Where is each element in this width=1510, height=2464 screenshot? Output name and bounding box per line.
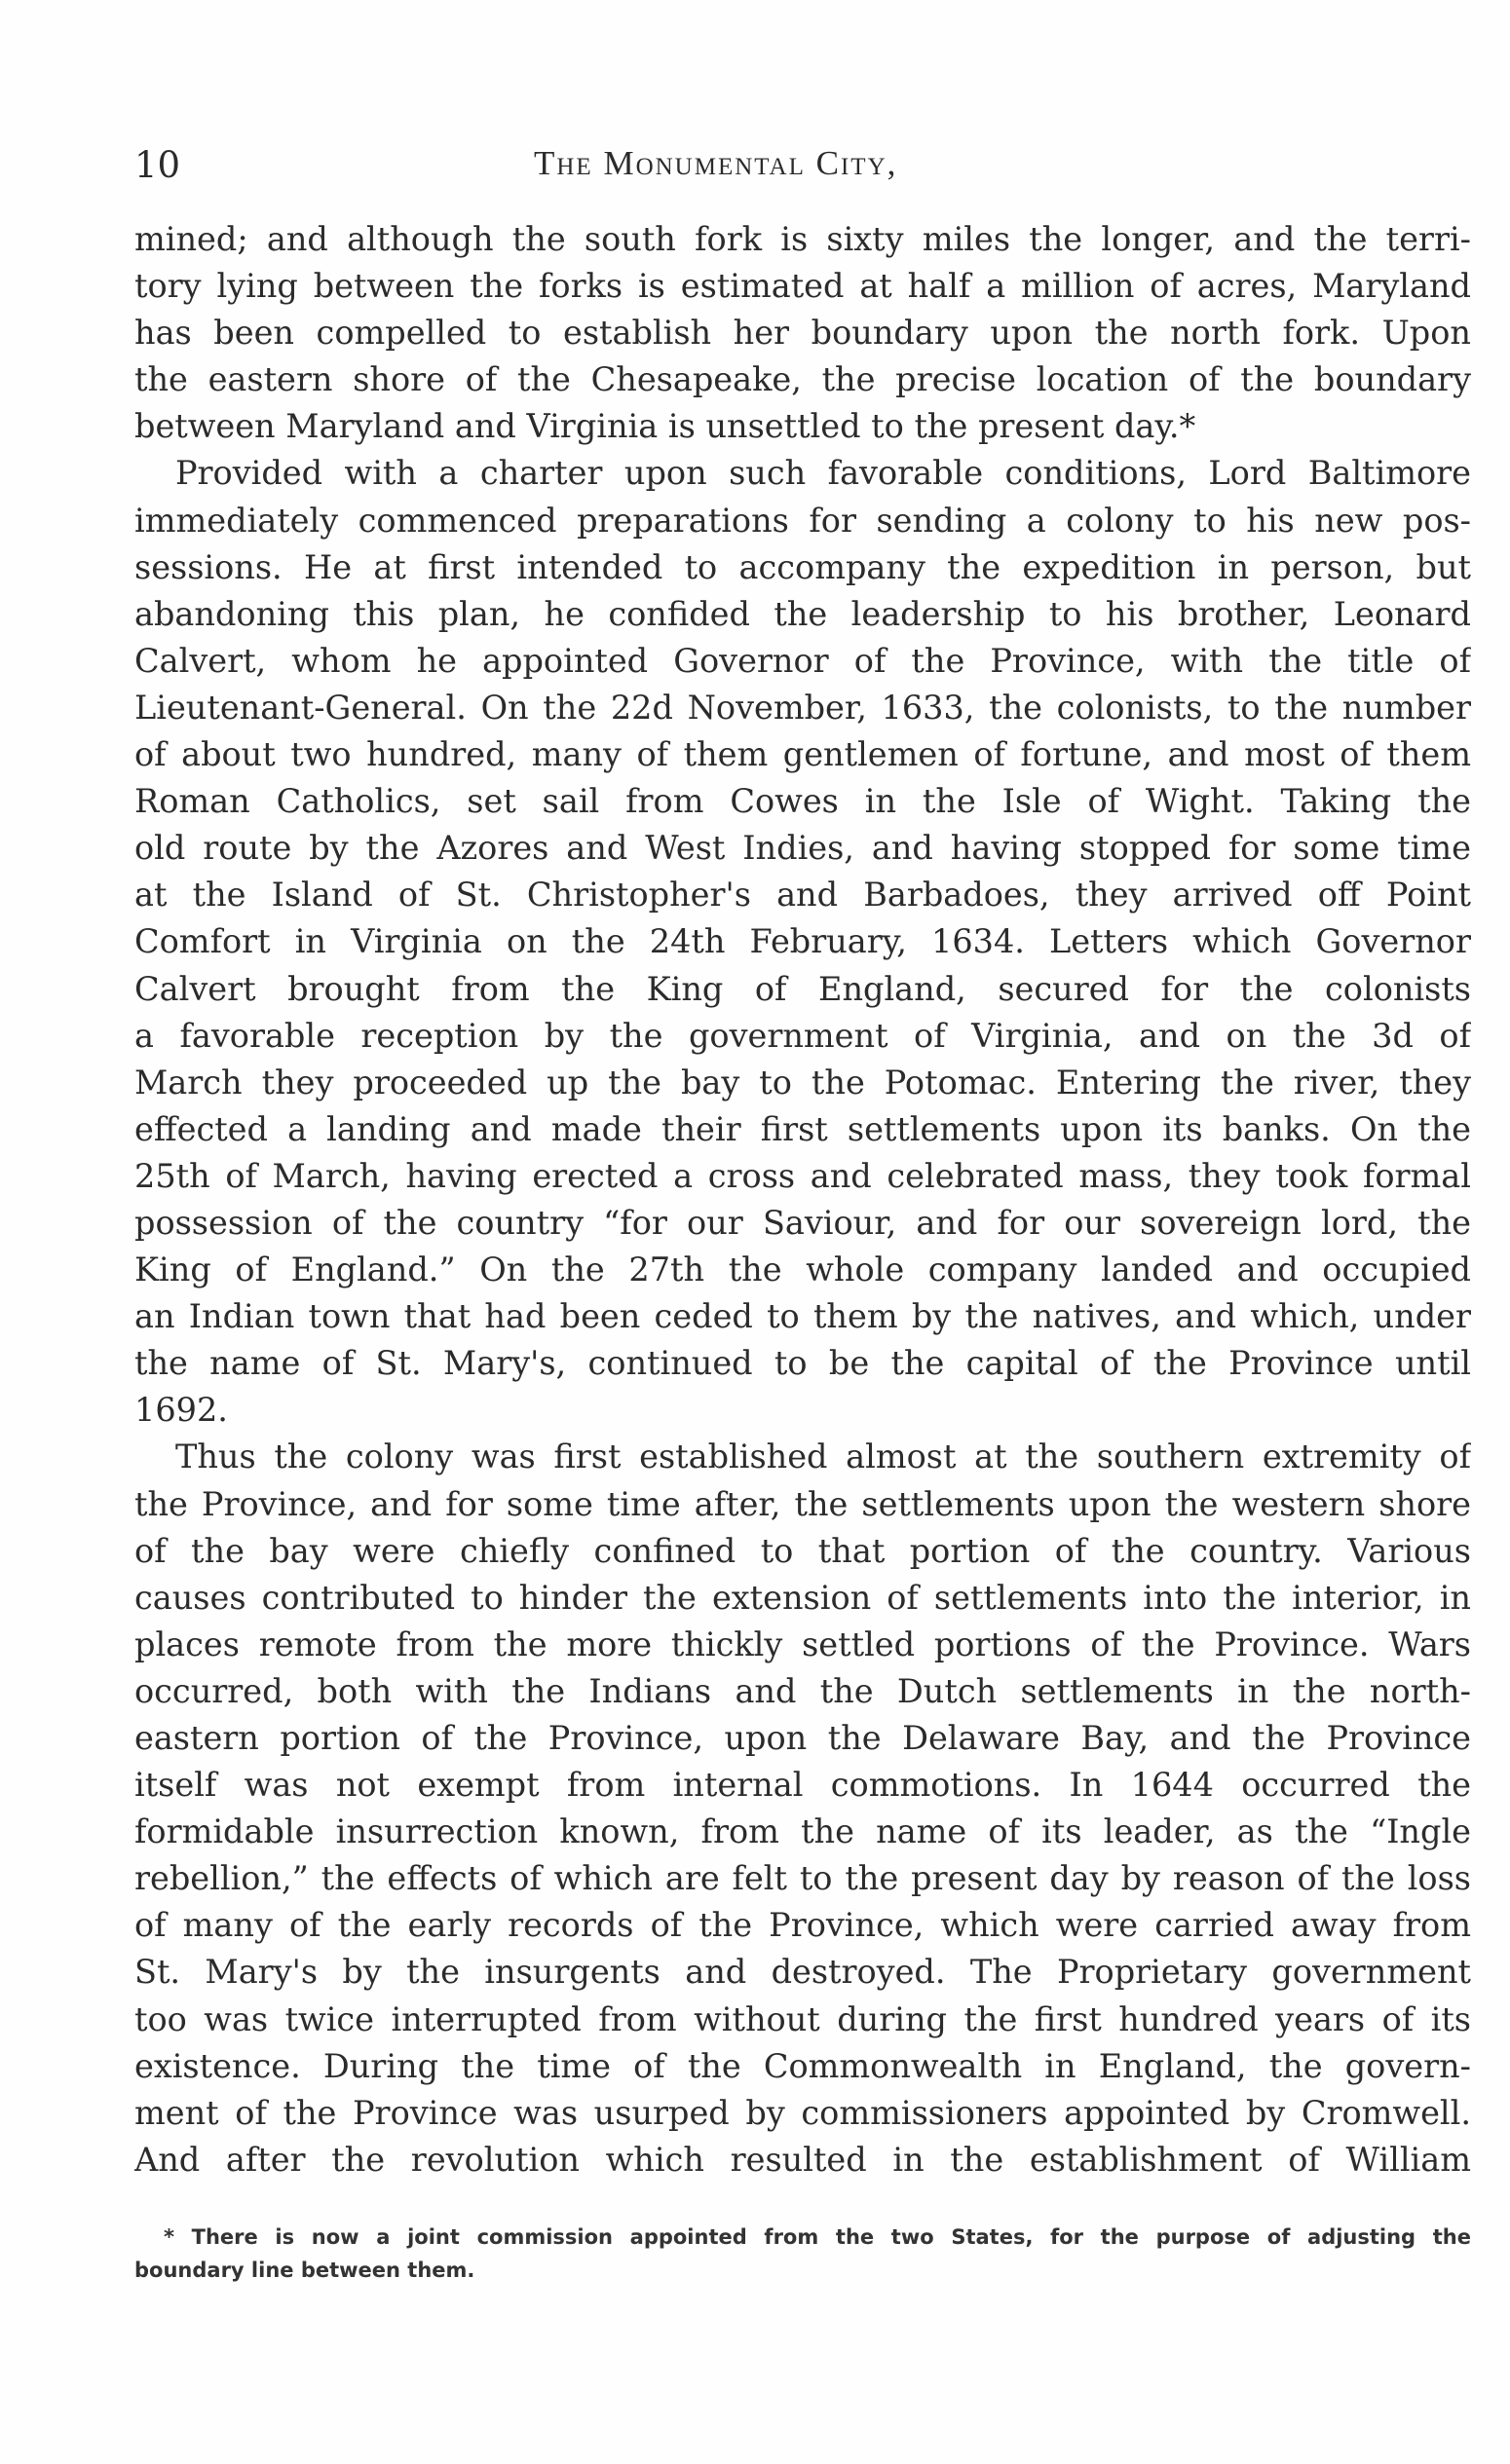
text-line: abandoning this plan, he confided the leadership to his brother, Leonard <box>134 594 1471 633</box>
text-line: St. Mary's by the insurgents and destroyed. The Proprietary government <box>134 1953 1471 1992</box>
text-line: March they proceeded up the bay to the Potomac. Entering the river, they <box>134 1063 1471 1101</box>
text-line: King of England.” On the 27th the whole company landed and occupied <box>134 1251 1471 1289</box>
text-line: between Maryland and Virginia is unsettled to the present day.* <box>134 407 1196 446</box>
text-line: occurred, both with the Indians and the Dutch settlements in the north- <box>134 1671 1471 1710</box>
running-title: The Monumental City, <box>534 144 898 182</box>
text-line: 1692. <box>134 1391 228 1430</box>
text-line: And after the revolution which resulted in the establishment of William <box>134 2140 1471 2179</box>
text-line: too was twice interrupted from without during the first hundred years of its <box>134 1999 1471 2038</box>
text-line: an Indian town that had been ceded to them by the natives, and which, under <box>134 1297 1471 1336</box>
text-line: existence. During the time of the Commonwealth in England, the govern- <box>134 2046 1471 2085</box>
text-line: 25th of March, having erected a cross and celebrated mass, they took formal <box>134 1156 1471 1195</box>
text-line: Calvert brought from the King of England, secured for the colonists <box>134 969 1471 1008</box>
text-line: Roman Catholics, set sail from Cowes in the Isle of Wight. Taking the <box>134 782 1471 821</box>
text-line: has been compelled to establish her boundary upon the north fork. Upon <box>134 314 1471 353</box>
footnote-line: boundary line between them. <box>134 2259 475 2282</box>
running-head <box>134 144 1471 193</box>
text-line: Lieutenant-General. On the 22d November, 1633, the colonists, to the number <box>134 688 1471 727</box>
footnote <box>134 2221 1471 2287</box>
text-line: places remote from the more thickly settled portions of the Province. Wars <box>134 1624 1471 1663</box>
footnote-line: * There is now a joint commission appointed from the two States, for the purpose of adjusting the <box>164 2225 1471 2249</box>
text-line: of the bay were chiefly confined to that portion of the country. Various <box>134 1531 1471 1570</box>
text-line: Provided with a charter upon such favorable conditions, Lord Baltimore <box>175 454 1471 493</box>
text-line: Thus the colony was first established almost at the southern extremity of <box>175 1437 1471 1476</box>
text-line: possession of the country “for our Saviour, and for our sovereign lord, the <box>134 1203 1471 1242</box>
text-line: causes contributed to hinder the extension of settlements into the interior, in <box>134 1578 1471 1617</box>
text-line: of many of the early records of the Province, which were carried away from <box>134 1906 1471 1945</box>
text-line: eastern portion of the Province, upon the Delaware Bay, and the Province <box>134 1719 1471 1757</box>
text-line: the name of St. Mary's, continued to be the capital of the Province until <box>134 1344 1471 1383</box>
text-line: the Province, and for some time after, the settlements upon the western shore <box>134 1484 1471 1523</box>
text-line: mined; and although the south fork is sixty miles the longer, and the terri- <box>134 220 1471 258</box>
text-line: the eastern shore of the Chesapeake, the precise location of the boundary <box>134 360 1471 399</box>
text-line: tory lying between the forks is estimated at half a million of acres, Maryland <box>134 267 1471 306</box>
text-line: itself was not exempt from internal commotions. In 1644 occurred the <box>134 1766 1471 1805</box>
text-line: immediately commenced preparations for sending a colony to his new pos- <box>134 501 1471 540</box>
text-line: formidable insurrection known, from the name of its leader, as the “Ingle <box>134 1812 1471 1851</box>
text-line: sessions. He at first intended to accompany the expedition in person, but <box>134 547 1471 586</box>
text-line: a favorable reception by the government of Virginia, and on the 3d of <box>134 1016 1471 1055</box>
text-line: Comfort in Virginia on the 24th February, 1634. Letters which Governor <box>134 922 1471 961</box>
text-line: ment of the Province was usurped by commissioners appointed by Cromwell. <box>134 2093 1471 2132</box>
text-line: effected a landing and made their first settlements upon its banks. On the <box>134 1109 1471 1148</box>
text-line: rebellion,” the effects of which are felt to the present day by reason of the loss <box>134 1859 1471 1898</box>
text-line: old route by the Azores and West Indies, and having stopped for some time <box>134 829 1471 868</box>
body-text <box>134 216 1471 2184</box>
text-line: Calvert, whom he appointed Governor of the Province, with the title of <box>134 641 1471 680</box>
page-number: 10 <box>134 144 181 186</box>
text-line: at the Island of St. Christopher's and Barbadoes, they arrived off Point <box>134 876 1471 915</box>
text-line: of about two hundred, many of them gentlemen of fortune, and most of them <box>134 735 1471 774</box>
